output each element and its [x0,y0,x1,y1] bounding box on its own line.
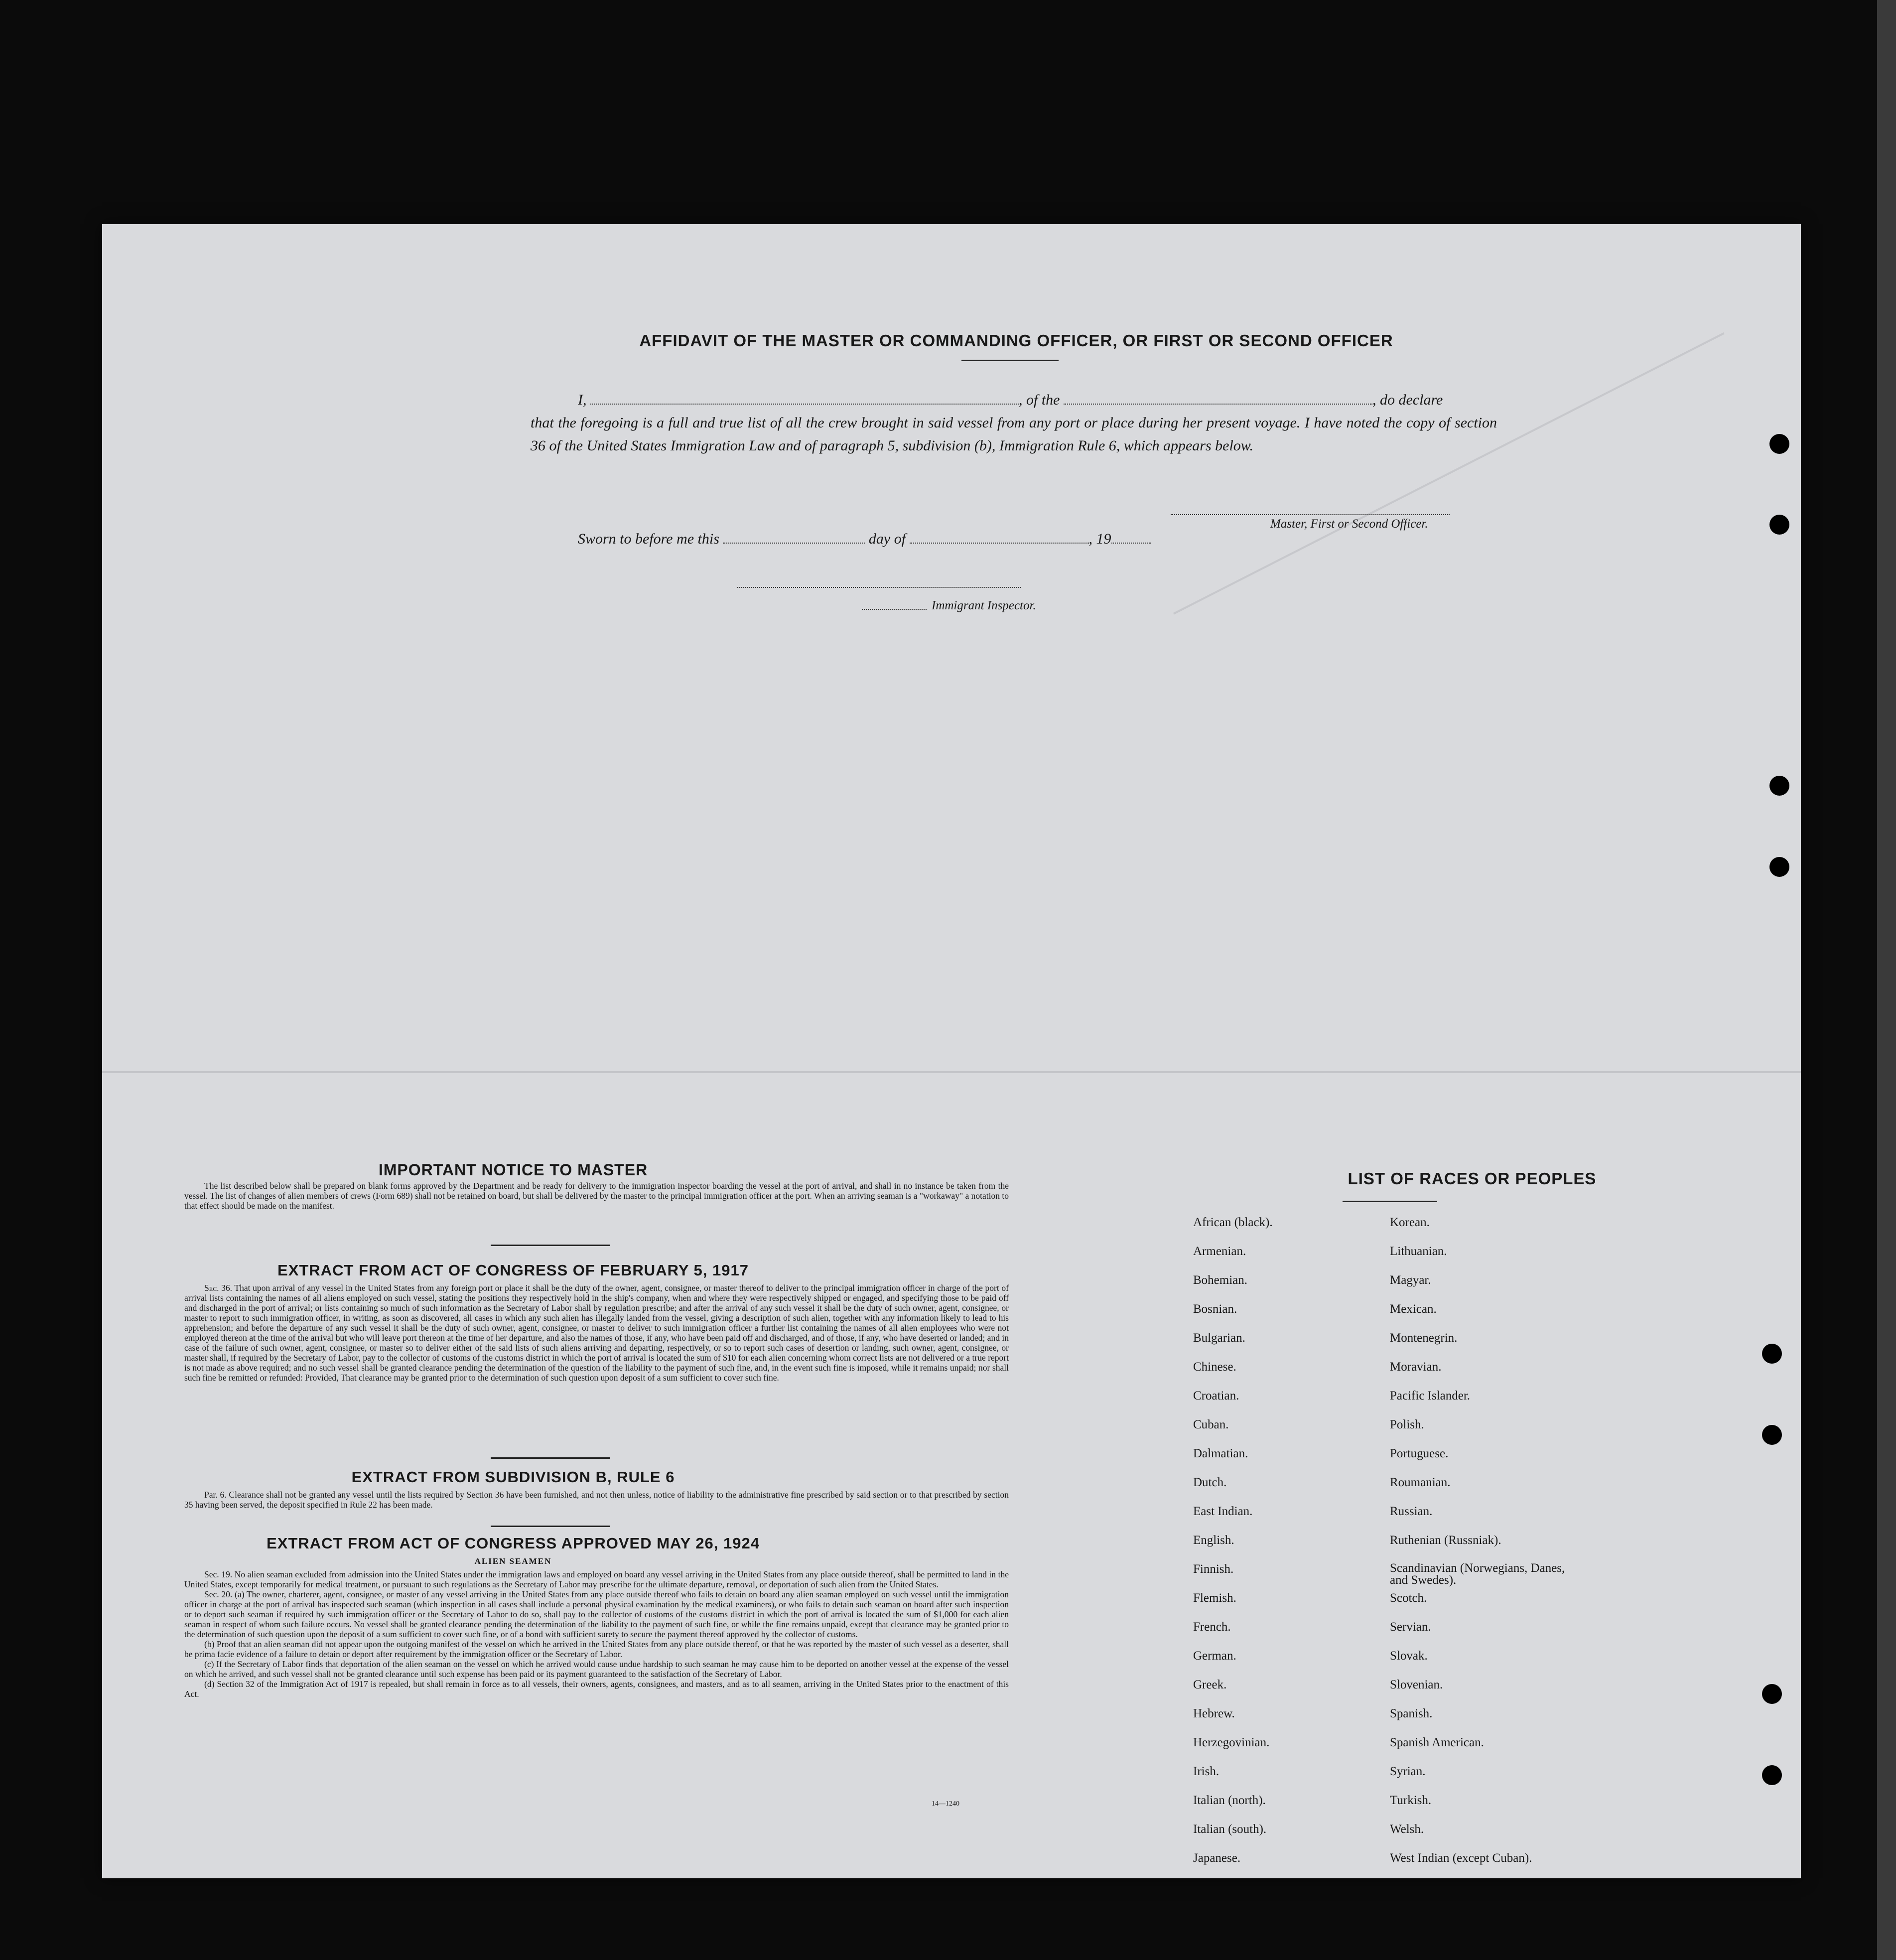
sec-20b: (b) Proof that an alien seaman did not appear upon the outgoing manifest of the vessel on which he arrived in the United States from any place outside thereof, or that he was reported by the master of such vessel as a deserter, shall be prima facie evidence of a failure to detain or deport after requirement by the immigration officer or the Secretary of Labor. [184,1639,1009,1659]
race-item: Irish. [1193,1765,1219,1778]
scan-border [1877,0,1896,1960]
sec-19: Sec. 19. No alien seaman excluded from admission into the United States under the immigration laws and employed on board any vessel arriving in the United States from any place outside thereof, shall be permitted to land in the United States, except temporarily for medical treatment, or pursuant to such regulations as the Secretary of Labor may prescribe for the ultimate departure, removal, or deportation of such alien from the United States. [184,1569,1009,1589]
name-blank[interactable] [590,393,1019,405]
race-item: Bohemian. [1193,1273,1248,1287]
race-item: Portuguese. [1390,1447,1449,1460]
race-item: Italian (south). [1193,1822,1267,1836]
sworn-day-blank[interactable] [723,532,865,544]
extract-rule6-text: Par. 6. Clearance shall not be granted any vessel until the lists required by Section 36 have been furnished, and not then unless, notice of liability to the administrative fine prescribed by said section or to that prescribed by section 35 having been served, the deposit specified in Rule 22 has been made. [184,1490,1009,1510]
affidavit-line-1: I, , of the , do declare [578,392,1443,408]
affidavit-title: AFFIDAVIT OF THE MASTER OR COMMANDING OFFICER, OR FIRST OR SECOND OFFICER [639,331,1393,350]
punch-hole [1769,776,1789,796]
affidavit-body: that the foregoing is a full and true list of all the crew brought in said vessel from any port or place during her present voyage. I have noted the copy of section 36 of the United States Immigration Law and of paragraph 5, subdivision (b), Immigration Rule 6, which appears below. [531,415,1497,454]
punch-hole [1762,1765,1782,1785]
punch-hole [1769,857,1789,877]
section-rule [491,1245,610,1246]
race-item: African (black). [1193,1216,1273,1229]
races-title: LIST OF RACES OR PEOPLES [1348,1169,1597,1188]
punch-hole [1769,434,1789,454]
inspector-short-line [862,609,927,610]
race-item: Scandinavian (Norwegians, Danes, and Swedes). [1390,1561,1565,1587]
race-item: West Indian (except Cuban). [1390,1851,1532,1865]
race-item: Spanish. [1390,1707,1433,1720]
race-item: Dalmatian. [1193,1447,1248,1460]
race-item: Japanese. [1193,1851,1241,1865]
race-item: Welsh. [1390,1822,1424,1836]
paper-crease [1173,332,1725,615]
race-item: Slovenian. [1390,1678,1443,1691]
race-item: Montenegrin. [1390,1331,1458,1345]
race-item: German. [1193,1649,1236,1663]
sec-20a: Sec. 20. (a) The owner, charterer, agent, consignee, or master of any vessel arriving in the United States from any place outside thereof who fails to detain on board any alien seaman employed on such vessel until the immigration officer in charge at the port of arrival has inspected such seaman (which inspection in all cases shall include a personal physical examination by the medical examiners), or who fails to detain such seaman on board after such inspection or to deport such seaman if required by such immigration officer or the Secretary of Labor to do so, shall pay to the collector of customs of the customs district in which the port of arrival is located the sum of $1,000 for each alien seaman in respect of whom such failure occurs. No vessel shall be granted clearance pending the determination of the liability to the payment of such fine, or while the fine remains unpaid, except that clearance may be granted prior to the determination of such question upon the deposit of a sum sufficient to cover such fine, or of a bond with sufficient surety to secure the payment thereof approved by the collector of customs. [184,1589,1009,1639]
race-item: Bulgarian. [1193,1331,1245,1345]
race-item: Roumanian. [1390,1476,1451,1489]
fold-line [102,1071,1801,1073]
sworn-year-blank[interactable] [1111,532,1151,544]
sec-20c: (c) If the Secretary of Labor finds that deportation of the alien seaman on the vessel on which he arrived would cause undue hardship to such seaman he may cause him to be deported on another vessel at the expense of the vessel on which he arrived, and such vessel shall not be granted clearance until such expense has been paid or its payment guaranteed to the satisfaction of the Secretary of Labor. [184,1659,1009,1679]
alien-seamen-heading: ALIEN SEAMEN [474,1556,552,1566]
document-page [102,224,1801,1878]
race-item: Italian (north). [1193,1794,1266,1807]
vessel-blank[interactable] [1064,393,1372,405]
race-item: Magyar. [1390,1273,1431,1287]
race-item: Dutch. [1193,1476,1227,1489]
sworn-month-blank[interactable] [910,532,1089,544]
inspector-signature-line[interactable] [737,587,1021,588]
extract-1924-title: EXTRACT FROM ACT OF CONGRESS APPROVED MAY 26, 1924 [267,1535,760,1552]
sworn-line: Sworn to before me this day of , 19 [578,531,1151,548]
race-item: Finnish. [1193,1562,1234,1576]
race-item: Hebrew. [1193,1707,1235,1720]
extract-rule6-title: EXTRACT FROM SUBDIVISION B, RULE 6 [351,1468,675,1486]
race-item: Bosnian. [1193,1302,1237,1316]
race-item: Spanish American. [1390,1736,1484,1749]
extract-1917-title: EXTRACT FROM ACT OF CONGRESS OF FEBRUARY 5, 1917 [277,1261,749,1279]
race-item: Russian. [1390,1505,1433,1518]
race-item: Polish. [1390,1418,1424,1431]
race-item: Mexican. [1390,1302,1437,1316]
race-item: Servian. [1390,1620,1431,1634]
sec-20d: (d) Section 32 of the Immigration Act of 1917 is repealed, but shall remain in force as to all vessels, their owners, agents, consignees, and masters, and as to all seamen, arriving in the United States prior to the enactment of this Act. [184,1679,1009,1699]
punch-hole [1762,1425,1782,1445]
race-item: Korean. [1390,1216,1430,1229]
master-signature-line[interactable] [1171,514,1450,515]
race-item: Flemish. [1193,1591,1236,1605]
race-item: Syrian. [1390,1765,1426,1778]
extract-1924-text [184,1569,1009,1699]
race-item: English. [1193,1534,1234,1547]
punch-hole [1762,1684,1782,1704]
master-signature-label: Master, First or Second Officer. [1270,517,1428,531]
race-item: Croatian. [1193,1389,1239,1402]
title-rule [961,360,1059,361]
punch-hole [1762,1344,1782,1364]
races-title-rule [1343,1201,1437,1202]
race-item: French. [1193,1620,1231,1634]
race-item: Chinese. [1193,1360,1236,1374]
race-item: Moravian. [1390,1360,1442,1374]
affidavit-text [531,389,1497,457]
section-rule [491,1526,610,1527]
inspector-label: Immigrant Inspector. [932,599,1036,612]
section-rule [491,1457,610,1459]
race-item: Ruthenian (Russniak). [1390,1534,1501,1547]
race-item: Scotch. [1390,1591,1427,1605]
race-item: Cuban. [1193,1418,1229,1431]
notice-title: IMPORTANT NOTICE TO MASTER [378,1161,648,1179]
punch-hole [1769,515,1789,535]
race-item: Lithuanian. [1390,1245,1447,1258]
race-item: Pacific Islander. [1390,1389,1471,1402]
race-item: East Indian. [1193,1505,1253,1518]
extract-1917-text: Sec. 36. That upon arrival of any vessel in the United States from any foreign port or place it shall be the duty of the owner, agent, consignee, or master thereof to deliver to the principal immigration officer in charge of the port of arrival lists containing the names of all aliens employed on such vessel, stating the positions they respectively hold in the ship's company, when and where they were respectively shipped or engaged, and specifying those to be paid off and discharged in the port of arrival; or lists containing so much of such information as the Secretary of Labor shall by regulation prescribe; and after the arrival of any such vessel it shall be the duty of such owner, agent, consignee, or master to report to such immigration officer, in writing, as soon as discovered, all cases in which any such alien has illegally landed from the vessel, giving a description of such alien, together with any information likely to lead to his apprehension; and before the departure of any such vessel it shall be the duty of such owner, agent, consignee, or master to deliver to such immigration officer a further list containing the names of all alien employees who were not employed thereon at the time of the arrival but who will leave port thereon at the time of her departure, and also the names of those, if any, who have been paid off and discharged, and of those, if any, who have deserted or landed; and in case of the failure of such owner, agent, consignee, or master so to deliver either of the said lists of such aliens arriving and departing, respectively, or so to report such cases of desertion or landing, such owner, agent, consignee, or master shall, if required by the Secretary of Labor, pay to the collector of customs of the customs district in which the port of arrival is located the sum of $10 for each alien concerning whom correct lists are not delivered or a true report is not made as above required; and no such vessel shall be granted clearance pending the determination of the question of the liability to the payment of such fine, and, in the event such fine is imposed, while it remains unpaid; nor shall such fine be remitted or refunded: Provided, That clearance may be granted prior to the determination of such question upon deposit of a sum sufficient to cover such fine. [184,1283,1009,1383]
notice-text: The list described below shall be prepared on blank forms approved by the Department and be ready for delivery to the immigration inspector boarding the vessel at the port of arrival, and shall in no instance be taken from the vessel. The list of changes of alien members of crews (Form 689) shall not be retained on board, but shall be delivered by the master to the principal immigration officer at the port. When an arriving seaman is a "workaway" a notation to that effect should be made on the manifest. [184,1181,1009,1211]
race-item: Slovak. [1390,1649,1428,1663]
race-item: Greek. [1193,1678,1227,1691]
race-item: Turkish. [1390,1794,1432,1807]
race-item: Armenian. [1193,1245,1246,1258]
form-number: 14—1240 [932,1800,959,1808]
race-item: Herzegovinian. [1193,1736,1270,1749]
